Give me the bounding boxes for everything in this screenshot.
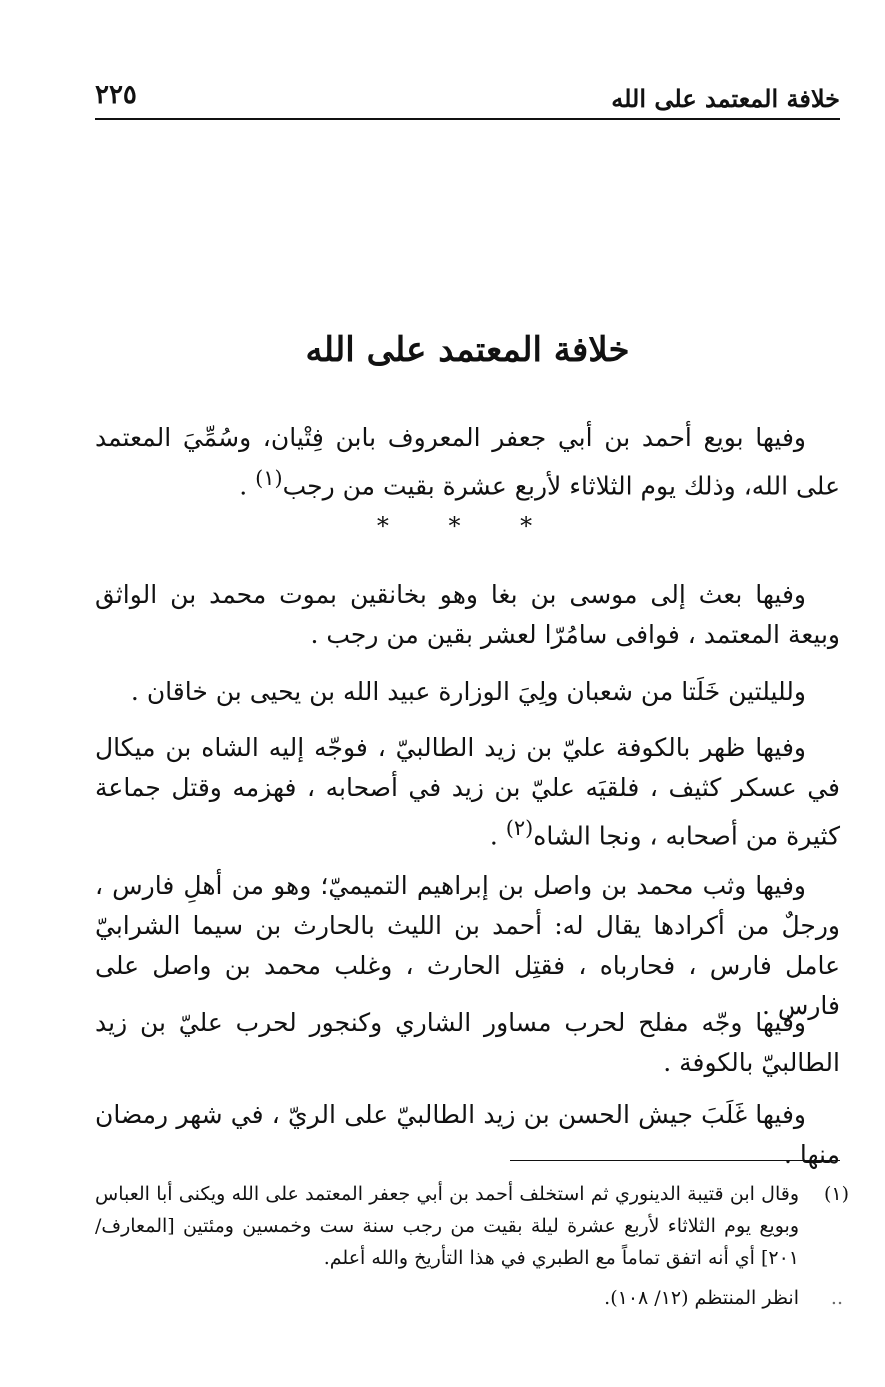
body-paragraph	[95, 1095, 840, 1175]
footnote-mark: (١)	[823, 1183, 849, 1205]
paragraph-text: ولليلتين خَلَتا من شعبان ولِيَ الوزارة عبيد الله بن يحيى بن خاقان .	[130, 677, 806, 706]
footnote-divider	[510, 1160, 840, 1161]
footnote	[95, 1178, 855, 1274]
footnote-mark: ..	[830, 1287, 843, 1309]
body-paragraph	[95, 728, 840, 856]
section-separator: * * *	[376, 512, 559, 540]
running-header	[95, 78, 840, 120]
footnote-reference[interactable]: (٢)	[505, 816, 534, 840]
sentence-end: .	[239, 471, 256, 501]
paragraph-text: وفيها بعث إلى موسى بن بغا وهو بخانقين بموت محمد بن الواثق وبيعة المعتمد ، فوافى سامُرّا لعشر بقين من رجب .	[95, 580, 840, 649]
footnote-text: انظر المنتظم (١٢/ ١٠٨).	[604, 1287, 799, 1309]
paragraph-text: وفيها وجّه مفلح لحرب مساور الشاري وكنجور لحرب عليّ بن زيد الطالبيّ بالكوفة .	[95, 1008, 840, 1077]
paragraph-text: وفيها ظهر بالكوفة عليّ بن زيد الطالبيّ ، فوجّه إليه الشاه بن ميكال في عسكر كثيف ، فلقيَه عليّ بن زيد في أصحابه ، فهزمه وقتل جماعة كثيرة من أصحابه ، ونجا الشاه	[95, 733, 840, 851]
paragraph-text: وفيها وثب محمد بن واصل بن إبراهيم التميميّ؛ وهو من أهلِ فارس ، ورجلٌ من أكرادها يقال له: أحمد بن الليث بالحارث بن سيما الشرابيّ عامل فارس ، فحارباه ، فقتِل الحارث ، وغلب محمد بن واصل على فارس .	[95, 871, 840, 1020]
footnote-reference[interactable]: (١)	[255, 466, 283, 490]
footnote-text: وقال ابن قتيبة الدينوري ثم استخلف أحمد بن أبي جعفر المعتمد على الله ويكنى أبا العباس وبويع يوم الثلاثاء لأربع عشرة ليلة بقيت من رجب سنة ست وخمسين ومئتين [المعارف/ ٢٠١] أي أنه اتفق تماماً مع الطبري في هذا التأريخ والله أعلم.	[95, 1183, 799, 1269]
paragraph-text: وفيها بويع أحمد بن أبي جعفر المعروف بابن فِتْيان، وسُمِّيَ المعتمد على الله، وذلك يوم الثلاثاء لأربع عشرة بقيت من رجب	[95, 423, 840, 501]
body-paragraph	[95, 418, 840, 506]
body-paragraph	[95, 1003, 840, 1083]
body-paragraph	[95, 672, 840, 712]
page-number: ٢٢٥	[95, 80, 137, 110]
running-title: خلافة المعتمد على الله	[611, 84, 840, 113]
sentence-end: .	[489, 821, 506, 851]
footnote	[95, 1282, 855, 1314]
body-paragraph	[95, 575, 840, 655]
footnotes	[95, 1178, 855, 1322]
chapter-title: خلافة المعتمد على الله	[305, 330, 630, 370]
paragraph-text: وفيها غَلَبَ جيش الحسن بن زيد الطالبيّ على الريّ ، في شهر رمضان منها .	[95, 1100, 840, 1169]
body-paragraph	[95, 866, 840, 1026]
